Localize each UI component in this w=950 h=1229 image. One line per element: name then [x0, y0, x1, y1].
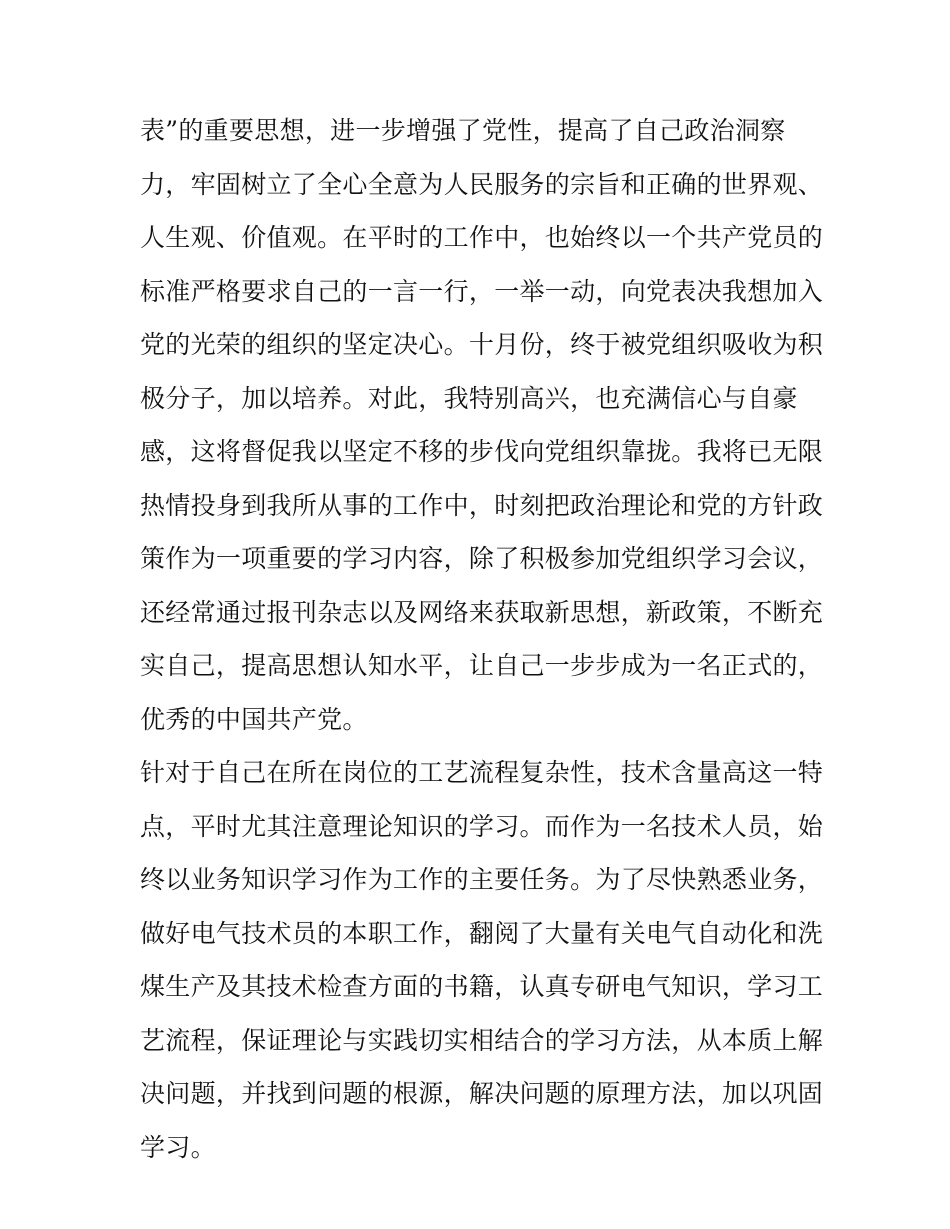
- text-line: 表”的重要思想，进一步增强了党性，提高了自己政治洞察: [140, 116, 786, 145]
- text-line: 点，平时尤其注意理论知识的学习。而作为一名技术人员，始: [140, 811, 824, 841]
- text-line: 标准严格要求自己的一言一行，一举一动，向党表决我想加入: [140, 276, 824, 306]
- text-line: 优秀的中国共产党。: [140, 704, 368, 734]
- text-line: 还经常通过报刊杂志以及网络来获取新思想，新政策，不断充: [140, 597, 824, 627]
- text-line: 人生观、价值观。在平时的工作中，也始终以一个共产党员的: [140, 223, 824, 252]
- text-line: 学习。: [140, 1132, 216, 1162]
- text-line: 做好电气技术员的本职工作，翻阅了大量有关电气自动化和洗: [140, 918, 824, 948]
- text-line: 力，牢固树立了全心全意为人民服务的宗旨和正确的世界观、: [140, 169, 824, 199]
- text-line: 党的光荣的组织的坚定决心。十月份，终于被党组织吸收为积: [140, 330, 824, 359]
- text-line: 煤生产及其技术检查方面的书籍，认真专研电气知识，学习工: [140, 972, 824, 1001]
- text-line: 热情投身到我所从事的工作中，时刻把政治理论和党的方针政: [140, 490, 824, 520]
- text-line: 实自己，提高思想认知水平，让自己一步步成为一名正式的，: [140, 651, 824, 680]
- text-line: 针对于自己在所在岗位的工艺流程复杂性，技术含量高这一特: [140, 758, 824, 787]
- text-line: 决问题，并找到问题的根源，解决问题的原理方法，加以巩固: [140, 1079, 824, 1108]
- text-line: 极分子，加以培养。对此，我特别高兴，也充满信心与自豪: [140, 383, 798, 413]
- document-body: [140, 104, 824, 1174]
- text-line: 感，这将督促我以坚定不移的步伐向党组织靠拢。我将已无限: [140, 437, 824, 466]
- text-line: 艺流程，保证理论与实践切实相结合的学习方法，从本质上解: [140, 1025, 824, 1055]
- text-line: 终以业务知识学习作为工作的主要任务。为了尽快熟悉业务，: [140, 865, 824, 894]
- text-line: 策作为一项重要的学习内容，除了积极参加党组织学习会议，: [140, 544, 824, 573]
